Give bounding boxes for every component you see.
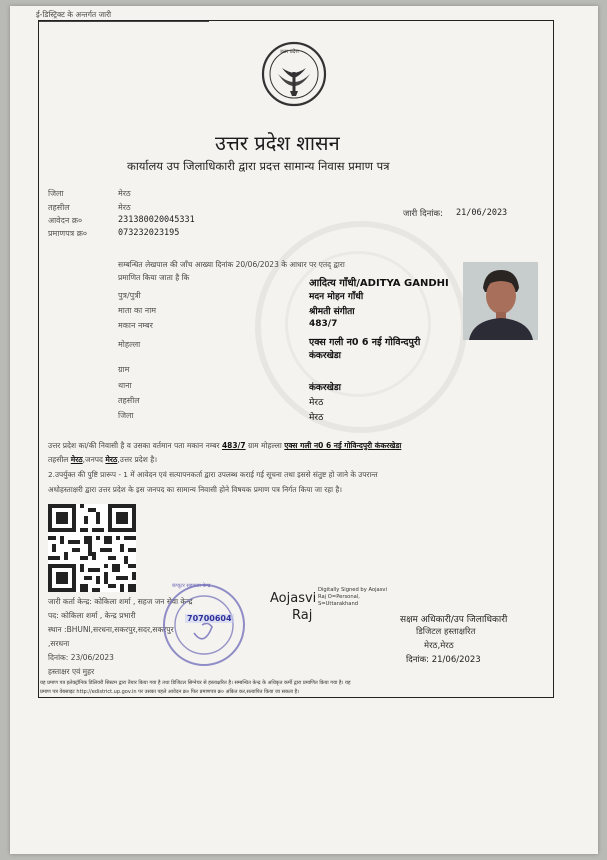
district-value: मेरठ (118, 189, 131, 198)
detail-district-value: मेरठ (309, 413, 324, 423)
residence-statement-line1 (48, 441, 401, 451)
house-label: मकान नम्बर (118, 321, 153, 330)
certificate-page (10, 6, 598, 854)
up-emblem (260, 40, 328, 108)
issuer-place-2: ,सरधना (48, 639, 70, 648)
statement-text: उत्तर प्रदेश का/की निवासी है व उसका वर्तमान पता मकान नम्बर (48, 441, 220, 450)
stamp-ring-text: कंप्यूटर सहायता केन्द्र (172, 583, 211, 589)
issue-date: 21/06/2023 (456, 208, 508, 218)
digital-signer-name: Aojasvi (270, 591, 317, 606)
qr-code-icon (48, 504, 136, 592)
residence-statement-line2 (48, 455, 157, 465)
competent-authority: सक्षम अधिकारी/उप जिलाधिकारी (400, 615, 508, 625)
locality-label: मोहल्ला (118, 340, 141, 349)
issuer-place: स्थान :BHUNI,सरधना,सकरपुर,सदर,सकरपुर (48, 625, 174, 634)
issuer-post: पद: कोकिला शर्मा , केन्द्र प्रभारी (48, 611, 136, 620)
detail-tehsil-value: मेरठ (309, 398, 324, 408)
applicant-name: आदित्य गाँधी/ADITYA GANDHI (309, 278, 449, 289)
residence-statement-line4: अधोहस्ताक्षरी द्वारा उत्तर प्रदेश के इस जनपद का सामान्य निवासी होने विषयक प्रमाण पत्र निर्गत किया जा रहा है। (48, 485, 342, 494)
digital-signer-name-2: Raj (292, 608, 313, 623)
authority-date: दिनांक: 21/06/2023 (406, 655, 481, 665)
edistrict-note: ई-डिस्ट्रिक्ट के अन्तर्गत जारी (36, 10, 112, 19)
parent-label: पुत्र/पुत्री (118, 291, 141, 300)
digital-sign-detail-3: S=Uttarakhand (318, 601, 359, 607)
certificate-label: प्रमाणपत्र क्र० (48, 229, 87, 238)
police-station-label: थाना (118, 381, 132, 390)
signature-seal-label: हस्ताक्षर एवं मुहर (48, 667, 95, 676)
issuer-date: दिनांक: 23/06/2023 (48, 653, 114, 662)
page-title: उत्तर प्रदेश शासन (215, 131, 340, 155)
tehsil-value: मेरठ (118, 203, 131, 212)
stamp-number: 70700604 (187, 614, 232, 623)
residence-statement-line3: 2.उपर्युक्त की पुष्टि प्रारूप - 1 में आवेदन एवं सत्यापनकर्ता द्वारा उपलब्ध कराई गई सूचना तथा इससे संतुष्ट हो जाने के उपरान्त (48, 470, 378, 479)
detail-tehsil-label: तहसील (118, 396, 140, 405)
certificate-number: 073232023195 (118, 228, 180, 238)
mother-value: श्रीमती संगीता (309, 307, 355, 317)
person-photo-icon (463, 262, 538, 340)
tehsil-label: तहसील (48, 203, 70, 212)
locality-value-2: कंकरखेडा (309, 351, 342, 361)
digital-sign-detail-2: Raj O=Personal, (318, 594, 360, 600)
digital-sign-detail: Digitally Signed by Aojasvi (318, 587, 387, 593)
statement-text-3: तहसील (48, 455, 69, 464)
parent-value: मदन मोहन गाँधी (309, 292, 364, 302)
verification-footnote-2: प्रमाण पत्र वेबसाइट http://edistrict.up.gov.in पर उसका पहले आवेदन क्र० फिर प्रमाणपत्र क्र० अंकित कर,सत्यापित किया जा सकता है। (40, 689, 300, 695)
stamp-icon (160, 581, 248, 669)
statement-text-4: ,जनपद (82, 455, 104, 464)
statement-text-5: ,उत्तर प्रदेश है। (117, 455, 158, 464)
statement-district: मेरठ (105, 455, 118, 464)
detail-district-label: जिला (118, 411, 134, 420)
statement-house: 483/7 (221, 441, 246, 450)
mother-label: माता का नाम (118, 306, 157, 315)
house-value: 483/7 (309, 319, 338, 329)
village-label: ग्राम (118, 365, 130, 374)
application-label: आवेदन क्र० (48, 216, 83, 225)
top-rule (39, 21, 209, 22)
digitally-signed-label: डिजिटल हस्ताक्षरित (416, 627, 476, 637)
page-subtitle: कार्यालय उप जिलाधिकारी द्वारा प्रदत्त सामान्य निवास प्रमाण पत्र (127, 159, 390, 173)
issue-date-label: जारी दिनांक: (403, 209, 443, 219)
official-stamp (160, 581, 248, 669)
statement-locality: एक्स गली न0 6 नई गोविन्दपुरी कंकरखेडा (284, 441, 402, 450)
locality-value: एक्स गली न0 6 नई गोविन्दपुरी (309, 337, 421, 348)
issuing-center: जारी कर्ता केन्द्र: कोकिला शर्मा , सहज जन सेवा केन्द्र (48, 597, 193, 606)
statement-tehsil: मेरठ (70, 455, 83, 464)
applicant-photo (463, 262, 538, 340)
emblem-text: उत्तर प्रदेश (280, 49, 299, 55)
verification-footnote: यह प्रमाण पत्र इलेक्ट्रॉनिक डिलिवरी सिस्टम द्वारा तैयार किया गया है तथा डिजिटल सिग्नेचर से हस्ताक्षरित है। सम्बन्धित केन्द्र के अधिकृत कर्मी द्वारा प्रमाणित किया गया है। यह (40, 680, 351, 686)
application-number: 231380020045331 (118, 215, 195, 225)
intro-line-2: प्रमाणित किया जाता है कि (118, 273, 190, 282)
district-label: जिला (48, 189, 64, 198)
intro-line-1: सम्बन्धित लेखपाल की जाँच आख्या दिनांक 20/06/2023 के आधार पर एतद् द्वारा (118, 260, 345, 269)
emblem-watermark-inner (285, 251, 431, 397)
police-station-value: कंकरखेडा (309, 383, 342, 393)
qr-code (48, 504, 136, 592)
authority-place: मेरठ,मेरठ (424, 641, 454, 651)
statement-text-2: ग्राम मोहल्ला (247, 441, 282, 450)
